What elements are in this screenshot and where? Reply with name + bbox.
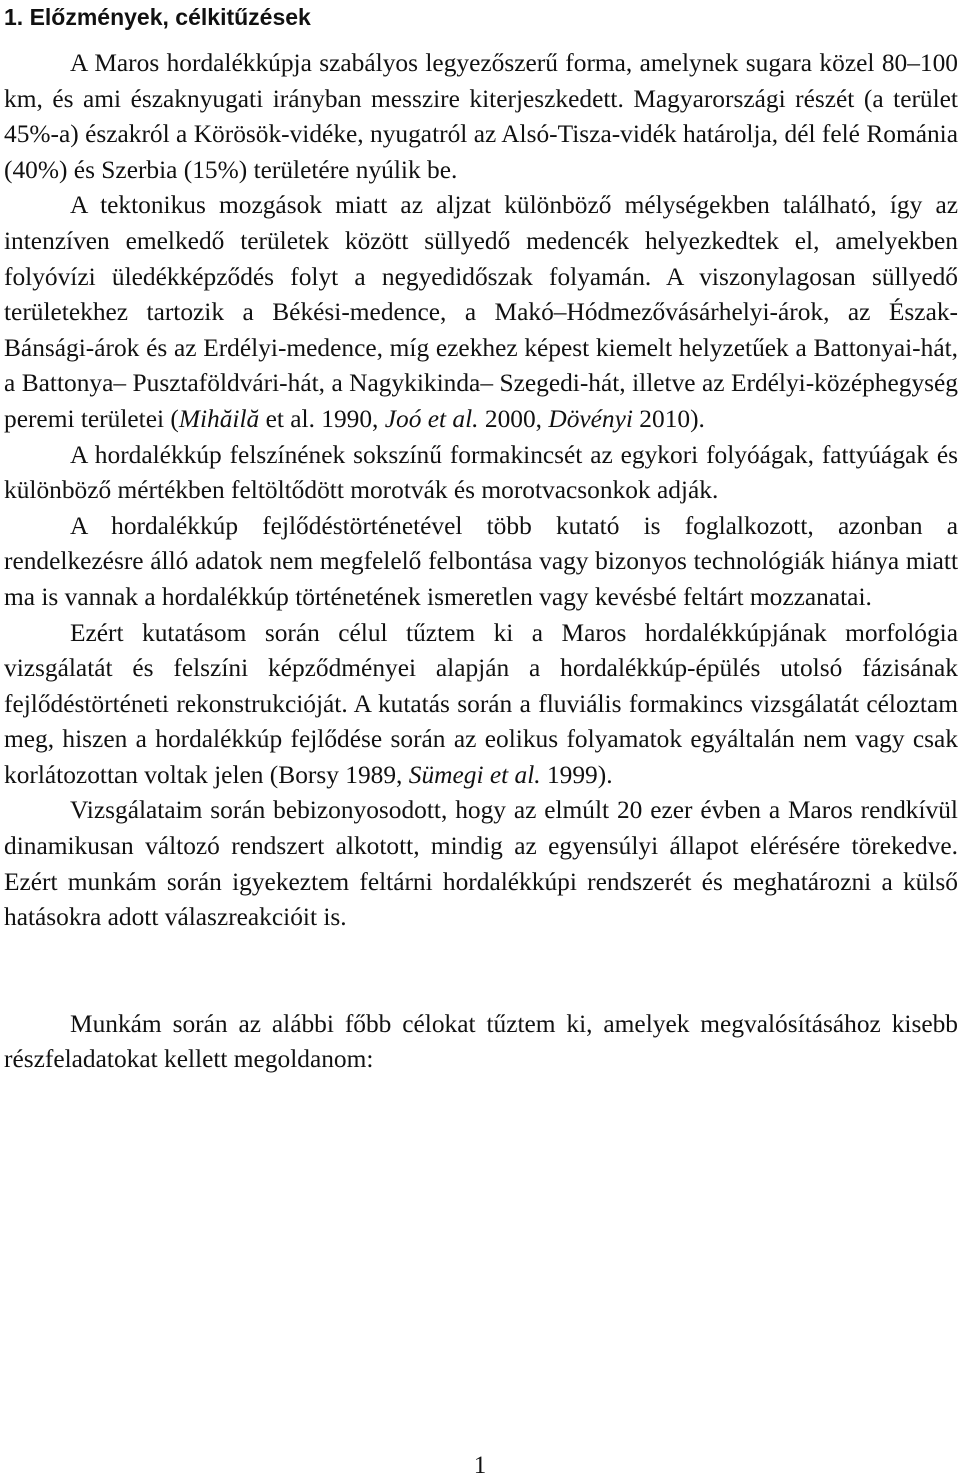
- text-segment: et al. 1990,: [259, 404, 385, 433]
- paragraph-intro: A Maros hordalékkúpja szabályos legyezőszerű forma, amelynek sugara közel 80–100 km, és ami északnyugati irányban messzire kiterjeszkedett. Magyarországi részét (a terület 45%-a) északról a Körösök-vidéke, nyugatról az Alsó-Tisza-vidék határolja, dél felé Románia (40%) és Szerbia (15%) területére nyúlik be.: [4, 49, 958, 184]
- body-text: [4, 46, 958, 1078]
- citation-author: Sümegi et al.: [408, 760, 541, 789]
- paragraph-research-goal: [4, 616, 958, 794]
- paragraph-findings: Vizsgálataim során bebizonyosodott, hogy az elmúlt 20 ezer évben a Maros rendkívül dinamikusan változó rendszert alkotott, mindig az egyensúlyi állapot elérésére törekedve. Ezért munkám során igyekeztem feltárni hordalékkúpi rendszerét és meghatározni a külső hatásokra adott válaszreakcióit is.: [4, 796, 958, 932]
- text-segment: 2000,: [478, 404, 549, 433]
- page-number: 1: [473, 1452, 487, 1479]
- section-heading: 1. Előzmények, célkitűzések: [4, 4, 311, 30]
- citation-author: Joó et al.: [384, 404, 479, 433]
- text-segment: 1999).: [540, 760, 613, 789]
- paragraph-surface-forms: A hordalékkúp felszínének sokszínű formakincsét az egykori folyóágak, fattyúágak és különböző mértékben feltöltődött morotvák és morotvacsonkok adják.: [4, 440, 958, 505]
- paragraph-objectives-intro: Munkám során az alábbi főbb célokat tűztem ki, amelyek megvalósításához kisebb részfeladatokat kellett megoldanom:: [4, 1009, 958, 1074]
- text-segment: A tektonikus mozgások miatt az aljzat különböző mélységekben található, így az intenzíven emelkedő területek között süllyedő medencék helyezkedtek el, amelyekben folyóvízi üledékképződés folyt a negyedidőszak folyamán. A viszonylagosan süllyedő területekhez tartozik a Békési-medence, a Makó–Hódmezővásárhelyi-árok, az Észak-Bánsági-árok és az Erdélyi-medence, míg ezekhez képest kiemelt helyzetűek a Battonyai-hát, a Battonya– Pusztaföldvári-hát, a Nagykikinda– Szegedi-hát, illetve az Erdélyi-középhegység peremi területei (: [4, 191, 958, 433]
- citation-author: Mihăilă: [178, 404, 260, 433]
- citation-author: Dövényi: [548, 404, 633, 433]
- text-segment: 2010).: [632, 404, 705, 433]
- paragraph-tectonics: [4, 188, 958, 437]
- paragraph-research-history: A hordalékkúp fejlődéstörténetével több kutató is foglalkozott, azonban a rendelkezésre álló adatok nem megfelelő felbontása vagy bizonyos technológiák hiánya miatt ma is vannak a hordalékkúp történetének ismeretlen vagy kevésbé feltárt mozzanatai.: [4, 511, 958, 611]
- text-segment: Ezért kutatásom során célul tűztem ki a Maros hordalékkúpjának morfológia vizsgálatát és felszíni képződményei alapján a hordalékkúp-épülés utolsó fázisának fejlődéstörténeti rekonstrukcióját. A kutatás során a fluviális formakincs vizsgálatát céloztam meg, hiszen a hordalékkúp fejlődése során az eolikus folyamatok egyáltalán nem vagy csak korlátozottan voltak jelen (Borsy 1989,: [4, 618, 958, 789]
